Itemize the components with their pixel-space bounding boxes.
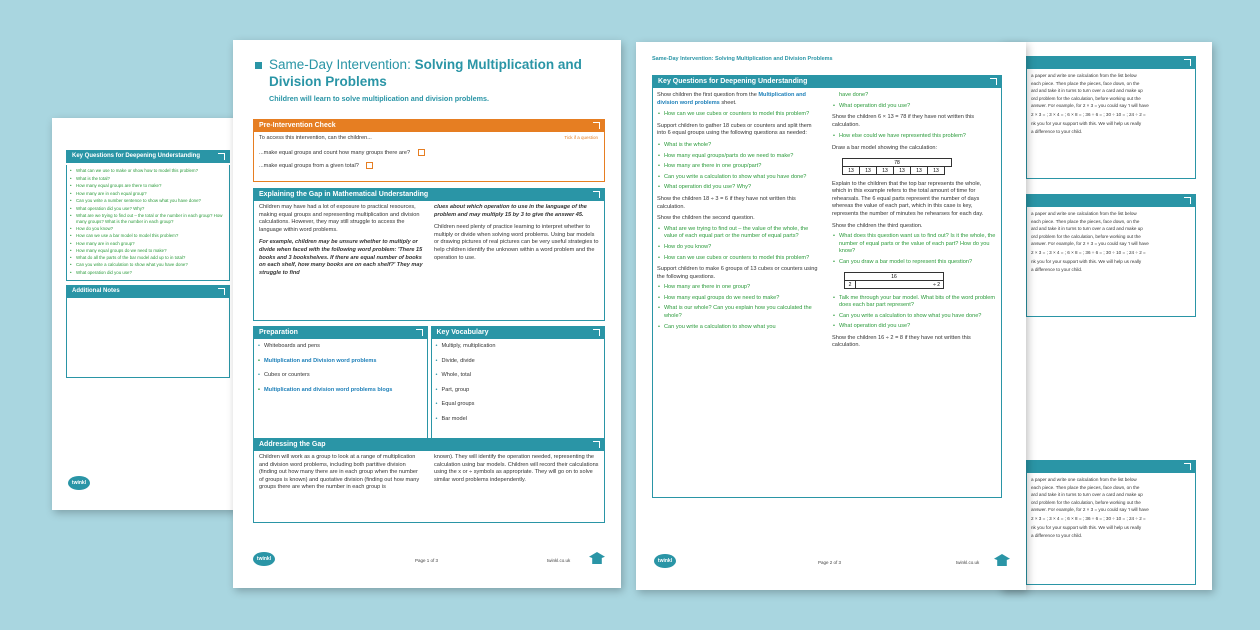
right-section-body bbox=[1026, 207, 1196, 317]
address-col1: Children will work as a group to look at a range of multiplication and division word problems, including both partitive division (finding out how many there are in each group when the number of groups is known) and quotative division (finding out how many groups there are when the number in each group is bbox=[259, 454, 420, 491]
bar-segment: 13 bbox=[910, 166, 928, 175]
question-item: • What is our whole? Can you explain how you calculated the whole? bbox=[657, 305, 822, 320]
bar-segment-remainder: ÷ 2 bbox=[855, 280, 944, 289]
second-questions-header: Key Questions for Deepening Understanding bbox=[652, 75, 1002, 88]
vocab-item: • Divide, divide bbox=[435, 358, 602, 366]
right-line: a difference to your child. bbox=[1031, 266, 1083, 272]
bar-segment: 2 bbox=[844, 280, 856, 289]
vocab-column bbox=[431, 326, 606, 439]
right-line: nk you for your support with this. We will help us really bbox=[1031, 524, 1142, 530]
prep-item-link[interactable]: • Multiplication and division word problems blogs bbox=[257, 387, 424, 395]
second-page bbox=[636, 42, 1026, 590]
bar-segment: 13 bbox=[842, 166, 860, 175]
prep-item-link[interactable]: • Multiplication and Division word problems bbox=[257, 358, 424, 366]
list-item: • Can you write a calculation to show what you have done? bbox=[69, 261, 227, 269]
pre-check-body bbox=[253, 132, 605, 182]
right-line: a paper and write one calculation from the list below bbox=[1031, 211, 1137, 216]
explain-col2-text: Children need plenty of practice learning to interpret whether to multiply or divide when solving word problems. Using bar models or drawing pictures of real pictures can be very useful strategies to help children identify the unknown within a word problem and the operation to use. bbox=[434, 224, 599, 261]
list-item: • How many are in each group? bbox=[69, 240, 227, 248]
list-item: • How many equal groups do we need to make? bbox=[69, 247, 227, 255]
address-body bbox=[253, 451, 605, 523]
right-section-body bbox=[1026, 473, 1196, 585]
right-line: ord problem for the calculation, before working out the bbox=[1031, 499, 1141, 505]
list-item: • What can we use to make or show how to model this problem? bbox=[69, 167, 227, 175]
show-text: Show the children 16 ÷ 2 = 8 if they have not written this calculation. bbox=[832, 334, 971, 349]
bar-segment: 13 bbox=[859, 166, 877, 175]
bar-model-2 bbox=[844, 272, 944, 289]
question-item: • Can you write a calculation to show what you bbox=[657, 324, 822, 332]
footer-site: twinkl.co.uk bbox=[956, 560, 980, 565]
list-item: • How many equal groups are there to make? bbox=[69, 182, 227, 190]
right-section-2 bbox=[1000, 194, 1200, 317]
pre-check-header: Pre-Intervention Check bbox=[253, 119, 605, 132]
pre-check-item-text: ...make equal groups and count how many groups there are? bbox=[259, 149, 411, 156]
explain-text: Explain to the children that the top bar represents the whole, which in this example refers to the total amount of time for rehearsals. The 6 equal parts represent the number of days whereas the value of each part, which in this case is key, represents the number of minutes he rehearses for each day. bbox=[832, 180, 984, 217]
support-text: Support children to gather 18 cubes or counters and split them into 6 equal groups using the following questions as needed: bbox=[657, 122, 812, 137]
list-item: • Can you write a number sentence to show what you have done? bbox=[69, 197, 227, 205]
list-item: • What do all the parts of the bar model add up to in total? bbox=[69, 255, 227, 261]
main-page bbox=[233, 40, 621, 588]
explain-col2-italic: clues about which operation to use in the language of the problem and may multiply 15 by 3 to give the answer 45. bbox=[434, 204, 587, 218]
list-item: • How do you know? bbox=[69, 225, 227, 233]
left-questions-list bbox=[66, 165, 230, 281]
question-item: • How can we use cubes or counters to model this problem? bbox=[657, 111, 822, 119]
graduation-cap-icon bbox=[589, 552, 605, 564]
right-line: 2 × 3 = ; 3 × 4 = ; 6 × 8 = ; 36 ÷ 6 = ; 30 ÷ 10 = ; 24 ÷ 2 = bbox=[1031, 515, 1146, 521]
right-line: ard and take it in turns to turn over a card and make up bbox=[1031, 226, 1143, 232]
list-item: • What operation did you use? Why? bbox=[69, 205, 227, 213]
right-line: each piece. Then place the pieces, face down, on the bbox=[1031, 80, 1140, 86]
right-line: 2 × 3 = ; 3 × 4 = ; 6 × 8 = ; 36 ÷ 6 = ; 30 ÷ 10 = ; 24 ÷ 2 = bbox=[1031, 249, 1146, 255]
prep-item: • Cubes or counters bbox=[257, 372, 424, 380]
right-section-3 bbox=[1000, 460, 1200, 585]
vocab-item: • Part, group bbox=[435, 387, 602, 395]
draw-text: Draw a bar model showing the calculation: bbox=[832, 144, 938, 151]
question-item: • What are we trying to find out – the value of the whole, the value of each equal part or the number of equal parts? bbox=[657, 226, 822, 241]
prep-header: Preparation bbox=[253, 326, 428, 339]
second-col-2 bbox=[832, 92, 997, 493]
list-item: • What is the total? bbox=[69, 175, 227, 183]
list-item: • What operation did you use? bbox=[69, 269, 227, 277]
bar-model-parts bbox=[842, 166, 952, 175]
bar-segment: 13 bbox=[876, 166, 894, 175]
tick-box-icon[interactable] bbox=[366, 162, 373, 169]
right-line: each piece. Then place the pieces, face down, on the bbox=[1031, 484, 1140, 490]
explain-col-2 bbox=[434, 204, 599, 317]
question-item: • What operation did you use? bbox=[832, 103, 997, 111]
second-questions-body bbox=[652, 88, 1002, 498]
address-header: Addressing the Gap bbox=[253, 438, 605, 451]
question-item: • What operation did you use? Why? bbox=[657, 184, 822, 192]
bar-model-2-total: 16 bbox=[844, 272, 944, 281]
footer-site: twinkl.co.uk bbox=[547, 558, 571, 563]
left-page bbox=[52, 118, 238, 510]
right-line: a difference to your child. bbox=[1031, 532, 1083, 538]
prep-column bbox=[253, 326, 428, 439]
graduation-cap-icon bbox=[994, 554, 1010, 566]
right-line: a paper and write one calculation from the list below bbox=[1031, 477, 1137, 482]
question-item: • Talk me through your bar model. What bits of the word problem does each bar part represent? bbox=[832, 295, 997, 310]
bar-model-1 bbox=[842, 158, 952, 175]
address-section bbox=[253, 438, 605, 523]
twinkl-logo: twinkl bbox=[654, 554, 676, 568]
right-line: 2 × 3 = ; 3 × 4 = ; 6 × 8 = ; 36 ÷ 6 = ; 30 ÷ 10 = ; 24 ÷ 2 = bbox=[1031, 111, 1146, 117]
bar-model-total: 78 bbox=[842, 158, 952, 167]
question-item: • Can you draw a bar model to represent this question? bbox=[832, 259, 997, 267]
right-line: nk you for your support with this. We will help us really bbox=[1031, 120, 1142, 126]
pre-check-section bbox=[253, 119, 605, 182]
right-section-header bbox=[1026, 56, 1196, 69]
explain-col1-text: Children may have had a lot of exposure to practical resources, making equal groups and representing multiplication and division calculations. However, they may still struggle to access the language within word problems. bbox=[259, 204, 420, 233]
right-section-body bbox=[1026, 69, 1196, 179]
second-questions-section bbox=[652, 75, 1002, 498]
question-item: • Can you write a calculation to show what you have done? bbox=[657, 174, 822, 182]
second-intro-text: Show children the first question from the bbox=[657, 92, 759, 98]
pre-check-item-2 bbox=[259, 162, 599, 171]
pre-check-item-1 bbox=[259, 149, 599, 158]
list-item: • What are we trying to find out – the total or the number in each group? How many groups? What is the number in each group? bbox=[69, 213, 227, 225]
title-marker bbox=[255, 62, 262, 69]
left-questions-header: Key Questions for Deepening Understanding bbox=[66, 150, 230, 163]
question-item: • What is the whole? bbox=[657, 142, 822, 150]
pre-check-item-text: ...make equal groups from a given total? bbox=[259, 163, 359, 170]
explain-col1-italic: For example, children may be unsure whether to multiply or divide when faced with the following word problem: 'There 15 books and 3 bookshelves. If there are equal number of books on each shelf, how many books are on each shelf?' They may struggle to find bbox=[259, 239, 423, 276]
question-item: • How do you know? bbox=[657, 244, 822, 252]
question-item: • How can we use cubes or counters to model this problem? bbox=[657, 255, 822, 263]
list-item: • How many are in each equal group? bbox=[69, 190, 227, 198]
bar-model-2-parts bbox=[844, 280, 944, 289]
show-text: Show the children 18 ÷ 3 = 6 if they have not written this calculation. bbox=[657, 195, 796, 210]
second-page-top-title: Same-Day Intervention: Solving Multiplication and Division Problems bbox=[652, 56, 833, 62]
tick-box-icon[interactable] bbox=[418, 149, 425, 156]
question-item: • How many equal groups do we need to make? bbox=[657, 295, 822, 303]
vocab-item: • Multiply, multiplication bbox=[435, 343, 602, 351]
page-title-plain: Same-Day Intervention: bbox=[269, 57, 415, 72]
question-item: • What does this question want us to find out? Is it the whole, the number of equal parts or the value of each part? How do you know? bbox=[832, 233, 997, 256]
right-line: answer. For example, for 2 × 3 = you could say 'I will have bbox=[1031, 507, 1149, 513]
page-subtitle: Children will learn to solve multiplication and division problems. bbox=[269, 94, 490, 103]
explain-col-1 bbox=[259, 204, 424, 317]
right-line: answer. For example, for 2 × 3 = you could say 'I will have bbox=[1031, 241, 1149, 247]
prep-vocab-section bbox=[253, 326, 605, 439]
right-section-header bbox=[1026, 194, 1196, 207]
second-col-1 bbox=[657, 92, 822, 493]
continued-text: have done? bbox=[839, 92, 869, 98]
vocab-header: Key Vocabulary bbox=[431, 326, 606, 339]
page-title-bold: Solving Multiplication and Division Problems bbox=[269, 57, 582, 89]
vocab-item: • Whole, total bbox=[435, 372, 602, 380]
page-title bbox=[269, 56, 609, 90]
question-item: • How many are there in one group/part? bbox=[657, 163, 822, 171]
vocab-item: • Equal groups bbox=[435, 401, 602, 409]
address-col2: known). They will identify the operation needed, representing the calculation using bar models. Children will record their calculations using the x or ÷ symbols as appropriate. They will go on to solve similar word problems independently. bbox=[434, 454, 599, 483]
show-text: Show the children the third question. bbox=[832, 222, 923, 229]
support-text: Support children to make 6 groups of 13 cubes or counters using the following questions. bbox=[657, 266, 818, 280]
right-line: nk you for your support with this. We will help us really bbox=[1031, 258, 1142, 264]
explain-header: Explaining the Gap in Mathematical Understanding bbox=[253, 188, 605, 201]
right-line: a paper and write one calculation from the list below bbox=[1031, 73, 1137, 78]
right-line: ard and take it in turns to turn over a card and make up bbox=[1031, 88, 1143, 94]
second-intro-end: sheet. bbox=[719, 99, 737, 106]
left-notes-header: Additional Notes bbox=[66, 285, 230, 298]
question-item: • What operation did you use? bbox=[832, 323, 997, 331]
list-item: • How can we use a bar model to model this problem? bbox=[69, 232, 227, 240]
show-text: Show the children 6 × 13 = 78 if they have not written this calculation. bbox=[832, 114, 975, 128]
prep-body bbox=[253, 339, 428, 439]
right-page bbox=[1000, 42, 1212, 590]
twinkl-logo: twinkl bbox=[253, 552, 275, 566]
show-text: Show the children the second question. bbox=[657, 215, 755, 222]
vocab-body bbox=[431, 339, 606, 439]
right-line: ard and take it in turns to turn over a card and make up bbox=[1031, 492, 1143, 498]
pre-check-tick-hint: Tick if a question bbox=[564, 135, 598, 140]
explain-body bbox=[253, 201, 605, 321]
right-line: a difference to your child. bbox=[1031, 128, 1083, 134]
second-intro bbox=[657, 92, 822, 107]
footer-page-number: Page 2 of 3 bbox=[818, 560, 842, 565]
word-problems-link[interactable]: Multiplication and division word problems bbox=[657, 92, 806, 106]
right-line: each piece. Then place the pieces, face down, on the bbox=[1031, 218, 1140, 224]
vocab-item: • Bar model bbox=[435, 416, 602, 424]
footer-page-number: Page 1 of 3 bbox=[415, 558, 439, 563]
pre-check-intro: To access this intervention, can the children... bbox=[259, 135, 372, 141]
right-line: ord problem for the calculation, before working out the bbox=[1031, 233, 1141, 239]
explain-section bbox=[253, 188, 605, 321]
right-line: ord problem for the calculation, before working out the bbox=[1031, 95, 1141, 101]
bar-segment: 13 bbox=[893, 166, 911, 175]
right-line: answer. For example, for 2 × 3 = you could say 'I will have bbox=[1031, 103, 1149, 109]
bar-segment: 13 bbox=[927, 166, 945, 175]
left-notes-box bbox=[66, 298, 230, 378]
question-item: • Can you write a calculation to show what you have done? bbox=[832, 313, 997, 321]
twinkl-logo: twinkl bbox=[68, 476, 90, 490]
right-section-header bbox=[1026, 460, 1196, 473]
right-section-1 bbox=[1000, 56, 1200, 179]
prep-item: • Whiteboards and pens bbox=[257, 343, 424, 351]
question-item: • How many are there in one group? bbox=[657, 284, 822, 292]
question-item: • How many equal groups/parts do we need to make? bbox=[657, 153, 822, 161]
question-item: • How else could we have represented this problem? bbox=[832, 133, 997, 141]
